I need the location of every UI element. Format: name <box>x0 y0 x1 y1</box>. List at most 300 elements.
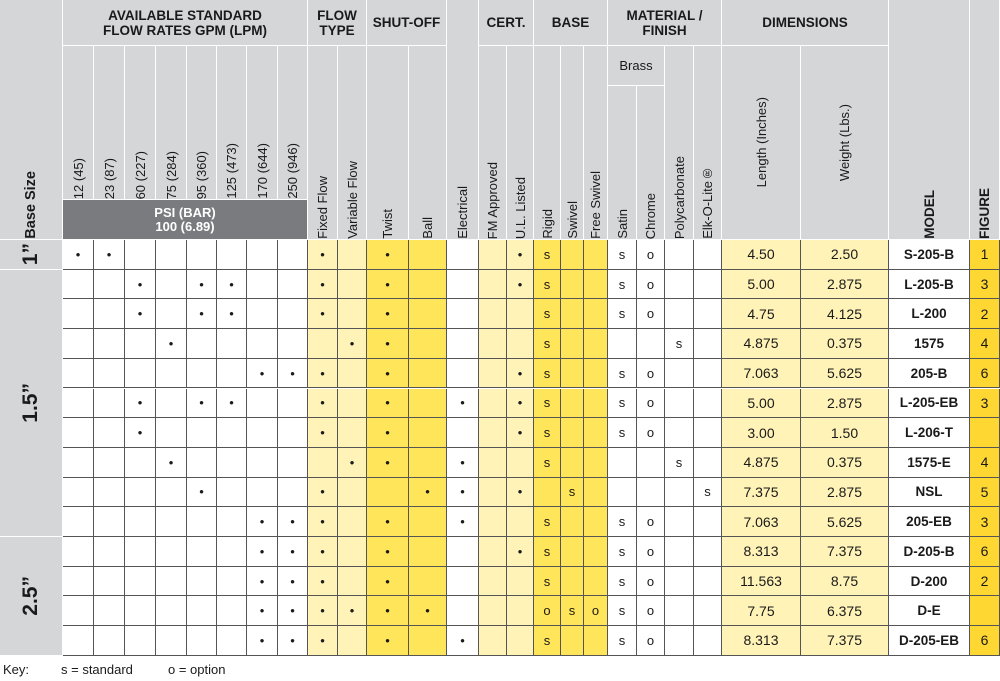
table-cell <box>94 389 125 419</box>
table-cell: • <box>507 418 534 448</box>
column-header <box>665 46 694 240</box>
table-cell <box>247 329 278 359</box>
table-cell <box>447 270 479 300</box>
model-cell: D-205-EB <box>889 626 970 656</box>
model-cell: L-205-EB <box>889 389 970 419</box>
table-cell <box>409 240 447 270</box>
cert-header: CERT. <box>479 0 534 46</box>
table-cell <box>63 389 94 419</box>
table-cell: • <box>447 626 479 656</box>
table-cell: • <box>308 240 338 270</box>
table-cell <box>584 418 608 448</box>
table-cell <box>278 389 308 419</box>
table-cell: • <box>247 596 278 626</box>
table-cell <box>338 507 367 537</box>
model-cell: L-205-B <box>889 270 970 300</box>
figure-header-label: FIGURE <box>977 187 992 239</box>
table-cell <box>409 626 447 656</box>
table-cell <box>338 567 367 597</box>
table-cell <box>665 389 694 419</box>
table-cell <box>561 329 584 359</box>
table-cell: • <box>125 389 156 419</box>
table-cell: • <box>247 537 278 567</box>
table-cell <box>217 626 247 656</box>
table-cell: s <box>608 567 637 597</box>
table-cell: s <box>608 596 637 626</box>
table-cell <box>694 507 722 537</box>
table-cell <box>479 299 507 329</box>
column-label: 75 (284) <box>163 150 179 199</box>
table-cell <box>694 448 722 478</box>
table-cell <box>338 270 367 300</box>
table-cell: s <box>534 329 561 359</box>
table-cell <box>187 329 217 359</box>
table-cell <box>156 478 187 508</box>
column-header <box>409 46 447 240</box>
base-header: BASE <box>534 0 608 46</box>
length-cell: 5.00 <box>722 270 801 300</box>
table-cell <box>156 537 187 567</box>
table-cell: • <box>367 537 409 567</box>
model-cell: D-E <box>889 596 970 626</box>
length-cell: 4.875 <box>722 448 801 478</box>
table-cell <box>125 359 156 389</box>
table-cell <box>94 270 125 300</box>
table-cell: • <box>447 507 479 537</box>
table-cell <box>94 299 125 329</box>
table-cell: s <box>608 626 637 656</box>
table-cell: s <box>534 299 561 329</box>
table-cell <box>479 596 507 626</box>
figure-cell: 1 <box>970 240 1000 270</box>
table-cell: • <box>367 270 409 300</box>
table-cell <box>561 507 584 537</box>
figure-cell: 6 <box>970 626 1000 656</box>
table-cell <box>338 537 367 567</box>
table-cell: s <box>608 299 637 329</box>
column-header <box>156 46 187 200</box>
table-cell: • <box>187 299 217 329</box>
key-label: Key: <box>3 662 30 677</box>
weight-cell: 2.50 <box>801 240 889 270</box>
dimensions-header: DIMENSIONS <box>722 0 889 46</box>
table-cell <box>125 240 156 270</box>
column-label: 250 (946) <box>285 143 300 199</box>
base-size-label: 1.5” <box>19 382 42 423</box>
column-label: Chrome <box>643 192 658 239</box>
table-cell <box>367 478 409 508</box>
table-cell <box>308 329 338 359</box>
table-cell <box>156 596 187 626</box>
column-label: 125 (473) <box>224 143 239 199</box>
table-cell: s <box>534 359 561 389</box>
table-cell <box>125 596 156 626</box>
table-cell: • <box>308 596 338 626</box>
table-cell <box>665 478 694 508</box>
table-cell <box>156 507 187 537</box>
table-cell <box>665 596 694 626</box>
column-label: Twist <box>380 209 395 239</box>
table-cell: • <box>156 329 187 359</box>
length-cell: 5.00 <box>722 389 801 419</box>
table-cell <box>507 507 534 537</box>
weight-cell: 7.375 <box>801 626 889 656</box>
table-cell <box>94 567 125 597</box>
model-cell: 1575 <box>889 329 970 359</box>
table-cell <box>409 389 447 419</box>
column-label: Fixed Flow <box>315 176 330 239</box>
table-cell <box>338 389 367 419</box>
table-cell <box>63 507 94 537</box>
table-cell <box>694 299 722 329</box>
table-cell <box>217 596 247 626</box>
table-cell: • <box>308 567 338 597</box>
table-cell: • <box>63 240 94 270</box>
model-cell: D-205-B <box>889 537 970 567</box>
table-cell <box>187 596 217 626</box>
table-cell: s <box>561 478 584 508</box>
column-header <box>694 46 722 240</box>
shut-off-header: SHUT-OFF <box>367 0 447 46</box>
base-size-header <box>0 0 63 240</box>
key-option: o = option <box>168 662 226 677</box>
table-cell: o <box>637 626 665 656</box>
table-cell <box>63 359 94 389</box>
table-cell: s <box>665 448 694 478</box>
table-cell <box>637 448 665 478</box>
column-label: 12 (45) <box>70 157 86 199</box>
column-label: Free Swivel <box>588 171 603 239</box>
table-cell <box>665 626 694 656</box>
table-cell: o <box>637 240 665 270</box>
table-cell: • <box>507 389 534 419</box>
weight-cell: 2.875 <box>801 270 889 300</box>
weight-cell: 2.875 <box>801 478 889 508</box>
table-cell <box>584 359 608 389</box>
model-cell: D-200 <box>889 567 970 597</box>
table-cell: s <box>665 329 694 359</box>
table-cell <box>217 240 247 270</box>
table-cell <box>217 418 247 448</box>
table-cell <box>156 299 187 329</box>
table-cell: s <box>534 537 561 567</box>
table-cell <box>187 448 217 478</box>
table-cell <box>665 567 694 597</box>
table-cell <box>561 626 584 656</box>
column-label: Polycarbonate <box>671 155 687 239</box>
table-cell: • <box>447 478 479 508</box>
weight-cell: 4.125 <box>801 299 889 329</box>
weight-cell: 1.50 <box>801 418 889 448</box>
column-header <box>608 86 637 240</box>
figure-cell: 6 <box>970 359 1000 389</box>
table-cell <box>608 478 637 508</box>
column-label: Variable Flow <box>344 161 360 239</box>
table-cell: • <box>308 537 338 567</box>
table-cell <box>409 329 447 359</box>
table-cell: • <box>338 448 367 478</box>
flow-type-header: FLOW TYPE <box>308 0 367 46</box>
table-cell: s <box>694 478 722 508</box>
table-cell <box>584 270 608 300</box>
table-cell <box>125 626 156 656</box>
table-cell <box>447 240 479 270</box>
table-cell: o <box>637 537 665 567</box>
column-header <box>479 46 507 240</box>
table-cell <box>247 418 278 448</box>
table-cell <box>217 359 247 389</box>
table-cell <box>187 626 217 656</box>
table-cell: o <box>637 299 665 329</box>
table-cell <box>63 418 94 448</box>
table-cell <box>694 270 722 300</box>
model-cell: 205-EB <box>889 507 970 537</box>
table-cell <box>584 626 608 656</box>
table-cell: o <box>637 507 665 537</box>
table-cell: • <box>367 329 409 359</box>
figure-cell: 3 <box>970 270 1000 300</box>
table-cell: • <box>278 359 308 389</box>
table-cell <box>694 418 722 448</box>
table-cell <box>447 329 479 359</box>
table-cell: • <box>367 448 409 478</box>
table-cell <box>447 359 479 389</box>
table-cell <box>156 270 187 300</box>
column-header <box>801 46 889 240</box>
weight-cell: 7.375 <box>801 537 889 567</box>
table-cell <box>479 626 507 656</box>
base-size-group <box>0 270 63 537</box>
table-cell <box>94 537 125 567</box>
table-cell: • <box>125 270 156 300</box>
table-cell <box>94 626 125 656</box>
table-cell <box>561 389 584 419</box>
table-cell <box>665 299 694 329</box>
key-standard: s = standard <box>61 662 133 677</box>
table-cell <box>479 418 507 448</box>
column-label: Swivel <box>564 201 580 239</box>
psi-band <box>63 200 308 240</box>
length-cell: 7.75 <box>722 596 801 626</box>
table-cell: • <box>308 299 338 329</box>
table-cell <box>409 507 447 537</box>
model-header-label: MODEL <box>921 190 937 239</box>
table-cell <box>665 507 694 537</box>
table-cell: • <box>187 478 217 508</box>
figure-cell: 2 <box>970 567 1000 597</box>
column-header <box>247 46 278 200</box>
figure-cell: 4 <box>970 448 1000 478</box>
table-cell: • <box>94 240 125 270</box>
table-cell <box>217 507 247 537</box>
table-cell: • <box>247 567 278 597</box>
figure-cell <box>970 418 1000 448</box>
table-cell <box>125 329 156 359</box>
table-cell <box>156 418 187 448</box>
table-cell <box>507 448 534 478</box>
table-cell <box>479 537 507 567</box>
table-cell <box>584 478 608 508</box>
table-cell: • <box>217 389 247 419</box>
table-cell <box>409 567 447 597</box>
table-cell <box>584 329 608 359</box>
table-cell: • <box>367 389 409 419</box>
table-cell <box>63 567 94 597</box>
table-cell: • <box>247 507 278 537</box>
table-cell <box>338 626 367 656</box>
table-cell: s <box>608 418 637 448</box>
table-cell <box>63 299 94 329</box>
table-cell <box>278 240 308 270</box>
table-cell <box>694 567 722 597</box>
psi-value: 100 (6.89) <box>155 218 215 234</box>
table-cell <box>694 596 722 626</box>
table-cell: • <box>367 299 409 329</box>
weight-cell: 6.375 <box>801 596 889 626</box>
table-cell <box>665 418 694 448</box>
table-cell <box>584 299 608 329</box>
table-cell: • <box>308 389 338 419</box>
column-label: Ball <box>420 217 435 239</box>
table-cell <box>187 240 217 270</box>
column-header <box>278 46 308 200</box>
table-cell <box>156 359 187 389</box>
table-cell: s <box>534 240 561 270</box>
table-cell <box>187 418 217 448</box>
weight-cell: 0.375 <box>801 329 889 359</box>
weight-cell: 2.875 <box>801 389 889 419</box>
table-cell <box>561 448 584 478</box>
table-cell: • <box>278 626 308 656</box>
table-cell <box>561 270 584 300</box>
table-cell: • <box>278 567 308 597</box>
table-cell <box>447 418 479 448</box>
table-cell <box>608 329 637 359</box>
table-cell <box>278 478 308 508</box>
table-cell <box>637 478 665 508</box>
column-label: Length (Inches) <box>753 97 769 188</box>
length-cell: 8.313 <box>722 537 801 567</box>
table-cell: o <box>637 359 665 389</box>
table-cell <box>665 270 694 300</box>
table-cell <box>584 567 608 597</box>
figure-cell: 3 <box>970 389 1000 419</box>
table-cell: • <box>507 478 534 508</box>
table-cell: • <box>447 448 479 478</box>
table-cell: • <box>507 359 534 389</box>
table-cell: s <box>608 270 637 300</box>
table-cell <box>63 478 94 508</box>
model-cell: 205-B <box>889 359 970 389</box>
table-cell <box>338 359 367 389</box>
table-cell <box>278 418 308 448</box>
table-cell: s <box>534 507 561 537</box>
table-cell <box>479 478 507 508</box>
table-cell <box>278 329 308 359</box>
column-header <box>217 46 247 200</box>
column-label: U.L. Listed <box>512 176 528 239</box>
table-cell <box>447 567 479 597</box>
table-cell <box>561 299 584 329</box>
column-header <box>308 46 338 240</box>
table-cell: • <box>308 270 338 300</box>
length-cell: 4.875 <box>722 329 801 359</box>
table-cell: o <box>637 270 665 300</box>
table-cell <box>694 626 722 656</box>
table-cell: • <box>308 478 338 508</box>
table-cell: • <box>409 596 447 626</box>
column-header <box>338 46 367 240</box>
length-cell: 3.00 <box>722 418 801 448</box>
table-cell <box>584 448 608 478</box>
table-cell <box>217 329 247 359</box>
table-cell <box>63 596 94 626</box>
table-cell <box>584 240 608 270</box>
column-label: Elk-O-Lite® <box>700 166 715 239</box>
table-cell <box>584 389 608 419</box>
electrical-header <box>447 0 479 240</box>
table-cell <box>507 299 534 329</box>
table-cell <box>665 537 694 567</box>
table-cell <box>608 448 637 478</box>
table-cell: o <box>637 567 665 597</box>
base-size-group <box>0 537 63 656</box>
column-header <box>584 46 608 240</box>
brass-header: Brass <box>608 46 665 86</box>
table-cell <box>187 359 217 389</box>
table-cell: • <box>308 507 338 537</box>
figure-cell <box>970 596 1000 626</box>
column-header <box>507 46 534 240</box>
flow-rates-header: AVAILABLE STANDARD FLOW RATES GPM (LPM) <box>63 0 308 46</box>
figure-cell: 5 <box>970 478 1000 508</box>
table-cell: s <box>534 389 561 419</box>
table-cell <box>247 240 278 270</box>
table-cell <box>94 418 125 448</box>
table-cell: o <box>637 596 665 626</box>
table-cell: • <box>278 596 308 626</box>
table-cell <box>338 299 367 329</box>
table-cell: s <box>608 240 637 270</box>
column-header <box>94 46 125 200</box>
table-cell <box>125 448 156 478</box>
table-cell: • <box>278 507 308 537</box>
table-cell <box>694 359 722 389</box>
length-cell: 8.313 <box>722 626 801 656</box>
table-cell <box>479 359 507 389</box>
table-cell <box>694 329 722 359</box>
figure-cell: 4 <box>970 329 1000 359</box>
length-cell: 7.375 <box>722 478 801 508</box>
column-header <box>187 46 217 200</box>
table-cell <box>217 537 247 567</box>
table-cell <box>479 389 507 419</box>
length-cell: 4.75 <box>722 299 801 329</box>
table-cell: s <box>534 270 561 300</box>
table-cell <box>247 299 278 329</box>
table-cell <box>278 299 308 329</box>
column-label: 170 (644) <box>254 143 270 199</box>
table-cell <box>125 507 156 537</box>
model-cell: L-206-T <box>889 418 970 448</box>
table-cell: s <box>608 507 637 537</box>
base-size-group <box>0 240 63 270</box>
model-cell: L-200 <box>889 299 970 329</box>
table-cell <box>94 359 125 389</box>
table-cell <box>63 626 94 656</box>
table-cell: o <box>637 418 665 448</box>
table-cell: • <box>507 270 534 300</box>
